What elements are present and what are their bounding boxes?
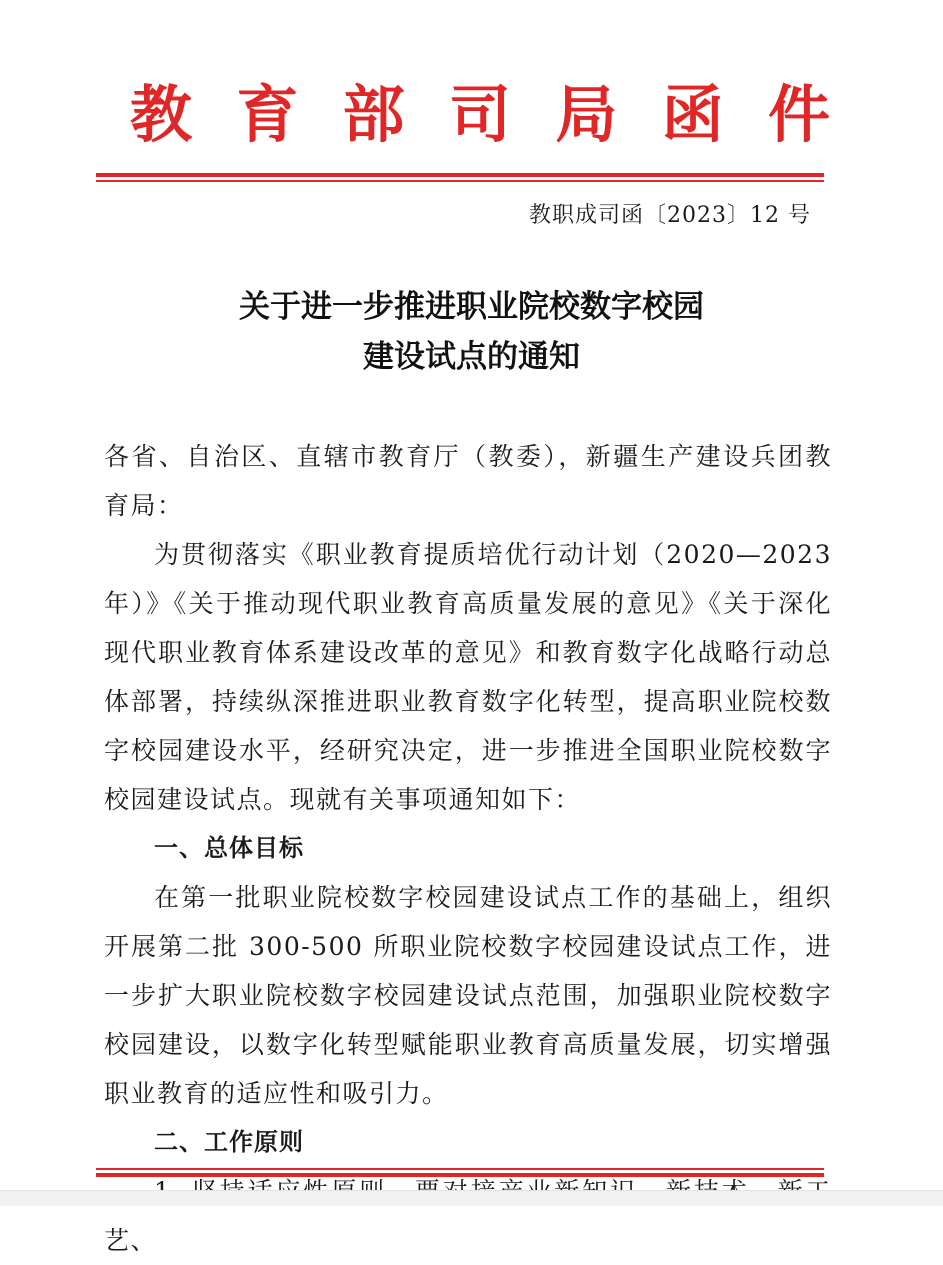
section-heading-1: 一、总体目标	[154, 834, 304, 862]
letterhead-title	[130, 80, 830, 150]
title-line-2: 建设试点的通知	[363, 339, 580, 375]
document-title	[0, 282, 943, 382]
letterhead-char: 司	[448, 78, 511, 151]
document-number: 教职成司函〔2023〕12 号	[529, 203, 811, 228]
letterhead-char: 教	[130, 78, 193, 151]
letterhead-char: 育	[236, 78, 299, 151]
letterhead-char: 部	[342, 78, 405, 151]
viewer-bottom-strip	[0, 1190, 943, 1206]
document-body	[104, 432, 832, 1265]
section-heading-2: 二、工作原则	[154, 1128, 304, 1156]
title-line-1: 关于进一步推进职业院校数字校园	[239, 289, 704, 325]
section-2-item-1: 艺、	[104, 1226, 158, 1255]
footer-red-rule	[96, 1168, 824, 1177]
letterhead-char: 函	[661, 78, 724, 151]
letterhead-char: 局	[555, 78, 618, 151]
section-1-paragraph: 在第一批职业院校数字校园建设试点工作的基础上，组织开展第二批 300-500 所职业院校数字校园建设试点工作，进一步扩大职业院校数字校园建设试点范围，加强职业院校数字校园建设，以数字化转型赋能职业教育高质量发展，切实增强职业教育的适应性和吸引力。	[104, 883, 832, 1108]
letterhead-char: 件	[767, 78, 830, 151]
intro-paragraph: 为贯彻落实《职业教育提质培优行动计划（2020—2023 年）》《关于推动现代职业教育高质量发展的意见》《关于深化现代职业教育体系建设改革的意见》和教育数字化战略行动总体部署，持续纵深推进职业教育数字化转型，提高职业院校数字校园建设水平，经研究决定，进一步推进全国职业院校数字校园建设试点。现就有关事项通知如下：	[104, 540, 832, 814]
salutation: 各省、自治区、直辖市教育厅（教委），新疆生产建设兵团教育局：	[104, 442, 832, 520]
letterhead-red-rule	[96, 173, 824, 182]
